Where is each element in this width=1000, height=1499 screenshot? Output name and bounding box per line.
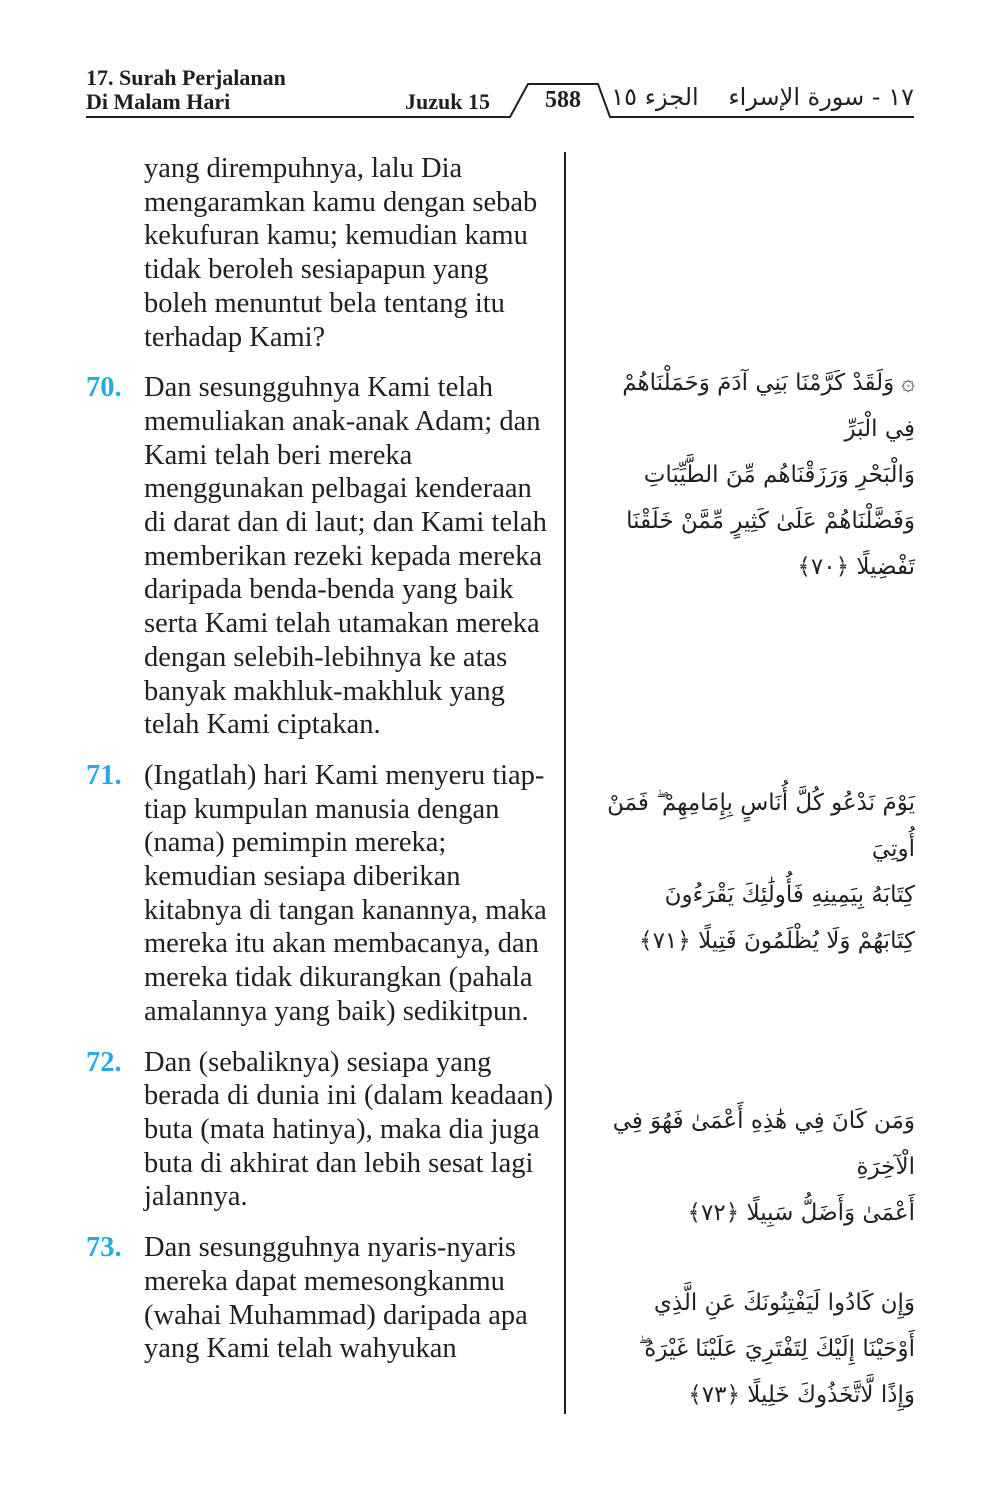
page-number: 588 xyxy=(545,87,581,113)
verse-71 xyxy=(86,759,556,1029)
arabic-line: يَوْمَ نَدْعُو كُلَّ أُنَاسٍ بِإِمَامِهِمْ ۖ فَمَنْ أُوتِيَ xyxy=(607,790,915,862)
verse-number: 70. xyxy=(86,372,122,404)
verse-translation: Dan sesungguhnya nyaris-nyaris mereka dapat memesongkanmu (wahai Muhammad) daripada apa yang Kami telah wahyukan xyxy=(144,1232,528,1365)
juz-arabic: الجزء ١٥ xyxy=(611,83,699,111)
arabic-line: أَوْحَيْنَا إِلَيْكَ لِتَفْتَرِيَ عَلَيْنَا غَيْرَهُ ۖ xyxy=(638,1336,915,1362)
arabic-line: ۞ وَلَقَدْ كَرَّمْنَا بَنِي آدَمَ وَحَمَلْنَاهُمْ فِي الْبَرِّ xyxy=(622,370,915,442)
arabic-line: كِتَابَهُ بِيَمِينِهِ فَأُولَٰئِكَ يَقْرَءُونَ xyxy=(664,882,915,908)
arabic-verse-72 xyxy=(585,1098,915,1236)
continued-translation: yang dirempuhnya, lalu Dia mengaramkan kamu dengan sebab kekufuran kamu; kemudian kamu tidak beroleh sesiapapun yang boleh menuntut bela tentang itu terhadap Kami? xyxy=(144,153,538,353)
surah-title-line1: 17. Surah Perjalanan xyxy=(86,65,286,90)
verse-number: 73. xyxy=(86,1232,122,1264)
arabic-verse-70 xyxy=(585,360,915,590)
arabic-verse-71 xyxy=(585,780,915,964)
arabic-line: أَعْمَىٰ وَأَضَلُّ سَبِيلًا ﴿٧٢﴾ xyxy=(687,1200,915,1226)
arabic-verse-73 xyxy=(585,1280,915,1418)
arabic-line: وَإِن كَادُوا لَيَفْتِنُونَكَ عَنِ الَّذِي xyxy=(653,1290,915,1316)
arabic-line: وَالْبَحْرِ وَرَزَقْنَاهُم مِّنَ الطَّيِّبَاتِ xyxy=(643,462,915,488)
arabic-line: تَفْضِيلًا ﴿٧٠﴾ xyxy=(797,554,915,580)
surah-title-arabic: ١٧ - سورة الإسراء xyxy=(728,83,914,111)
column-divider xyxy=(564,152,566,1414)
header-rule xyxy=(0,0,1000,130)
verse-translation: Dan (sebaliknya) sesiapa yang berada di dunia ini (dalam keadaan) buta (mata hatinya), maka dia juga buta di akhirat dan lebih sesat lagi jalannya. xyxy=(144,1046,554,1213)
arabic-line: كِتَابَهُمْ وَلَا يُظْلَمُونَ فَتِيلًا ﴿٧١﴾ xyxy=(639,928,915,954)
verse-translation: (Ingatlah) hari Kami menyeru tiap-tiap kumpulan manusia dengan (nama) pemimpin mereka; kemudian sesiapa diberikan kitabnya di tangan kanannya, maka mereka itu akan membacanya, dan mereka tidak dikurangkan (pahala amalannya yang baik) sedikitpun. xyxy=(144,759,547,1027)
verse-translation: Dan sesungguhnya Kami telah memuliakan anak-anak Adam; dan Kami telah beri mereka menggunakan pelbagai kenderaan di darat dan di laut; dan Kami telah memberikan rezeki kepada mereka daripada benda-benda yang baik serta Kami telah utamakan mereka dengan selebih-lebihnya ke atas banyak makhluk-makhluk yang telah Kami ciptakan. xyxy=(144,372,547,741)
arabic-line: وَفَضَّلْنَاهُمْ عَلَىٰ كَثِيرٍ مِّمَّنْ خَلَقْنَا xyxy=(626,508,915,534)
arabic-line: وَمَن كَانَ فِي هَٰذِهِ أَعْمَىٰ فَهُوَ فِي الْآخِرَةِ xyxy=(612,1108,915,1180)
translation-column xyxy=(86,152,556,1366)
verse-72 xyxy=(86,1046,556,1215)
verse-70 xyxy=(86,371,556,742)
surah-title-line2: Di Malam Hari xyxy=(86,89,231,114)
verse-73 xyxy=(86,1231,556,1366)
arabic-line: وَإِذًا لَّاتَّخَذُوكَ خَلِيلًا ﴿٧٣﴾ xyxy=(688,1382,915,1408)
verse-number: 72. xyxy=(86,1046,122,1078)
verse-number: 71. xyxy=(86,759,122,791)
juzuk-label: Juzuk 15 xyxy=(405,89,490,114)
